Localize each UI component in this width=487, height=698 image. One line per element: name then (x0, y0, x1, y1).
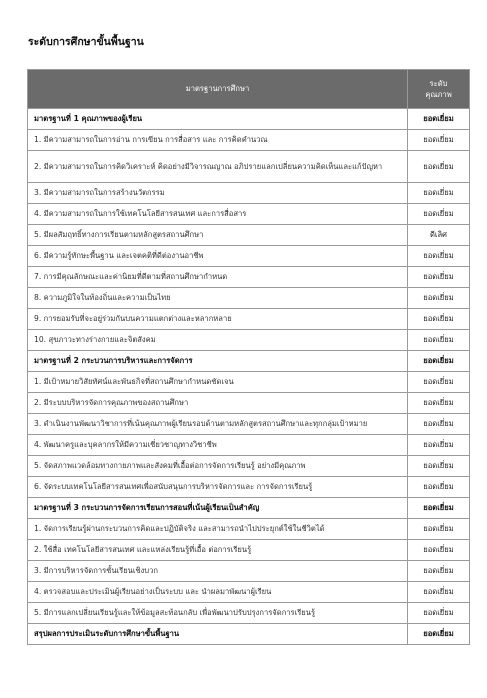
header-level (408, 70, 470, 109)
indicator-text: 9. การยอมรับที่จะอยู่ร่วมกันบนความแตกต่างและหลากหลาย (28, 309, 408, 330)
indicator-text: 5. มีการแลกเปลี่ยนเรียนรู้และให้ข้อมูลสะท้อนกลับ เพื่อพัฒนาปรับปรุงการจัดการเรียนรู้ (28, 603, 408, 624)
indicator-text: 1. มีเป้าหมายวิสัยทัศน์และพันธกิจที่สถานศึกษากำหนดชัดเจน (28, 372, 408, 393)
indicator-text: 6. มีความรู้ทักษะพื้นฐาน และเจตคติที่ดีต่องานอาชีพ (28, 246, 408, 267)
indicator-level: ยอดเยี่ยม (408, 288, 470, 309)
standard-group-row (28, 351, 470, 372)
table-row (28, 435, 470, 456)
summary-row (28, 624, 470, 645)
table-row (28, 309, 470, 330)
table-row (28, 288, 470, 309)
summary-text: สรุปผลการประเมินระดับการศึกษาขั้นพื้นฐาน (28, 624, 408, 645)
indicator-level: ยอดเยี่ยม (408, 456, 470, 477)
indicator-text: 1. จัดการเรียนรู้ผ่านกระบวนการคิดและปฏิบัติจริง และสามารถนำไปประยุกต์ใช้ในชีวิตได้ (28, 519, 408, 540)
indicator-level: ยอดเยี่ยม (408, 519, 470, 540)
indicator-text: 3. ดำเนินงานพัฒนาวิชาการที่เน้นคุณภาพผู้เรียนรอบด้านตามหลักสูตรสถานศึกษาและทุกกลุ่มเป้าหมาย (28, 414, 408, 435)
header-standard: มาตรฐานการศึกษา (28, 70, 408, 109)
indicator-text: 2. มีระบบบริหารจัดการคุณภาพของสถานศึกษา (28, 393, 408, 414)
summary-level: ยอดเยี่ยม (408, 624, 470, 645)
header-level-line1: ระดับ (429, 79, 448, 88)
table-row (28, 267, 470, 288)
table-row (28, 582, 470, 603)
table-row (28, 246, 470, 267)
indicator-level: ยอดเยี่ยม (408, 540, 470, 561)
indicator-level: ยอดเยี่ยม (408, 477, 470, 498)
indicator-level: ยอดเยี่ยม (408, 246, 470, 267)
section-heading: ระดับการศึกษาขั้นพื้นฐาน (28, 36, 144, 48)
indicator-level: ยอดเยี่ยม (408, 414, 470, 435)
indicator-text: 3. มีการบริหารจัดการชั้นเรียนเชิงบวก (28, 561, 408, 582)
indicator-text: 5. มีผลสัมฤทธิ์ทางการเรียนตามหลักสูตรสถานศึกษา (28, 225, 408, 246)
indicator-level: ยอดเยี่ยม (408, 204, 470, 225)
table-row (28, 477, 470, 498)
indicator-text: 1. มีความสามารถในการอ่าน การเขียน การสื่อสาร และ การคิดคำนวณ (28, 130, 408, 151)
table-row (28, 225, 470, 246)
indicator-text: 8. ความภูมิใจในท้องถิ่นและความเป็นไทย (28, 288, 408, 309)
table-body (28, 109, 470, 645)
table-row (28, 456, 470, 477)
indicator-level: ยอดเยี่ยม (408, 582, 470, 603)
standard-group-title: มาตรฐานที่ 1 คุณภาพของผู้เรียน (28, 109, 408, 130)
indicator-level: ยอดเยี่ยม (408, 183, 470, 204)
header-level-line2: คุณภาพ (425, 90, 452, 99)
table-header-row (28, 70, 470, 109)
table-row (28, 561, 470, 582)
standards-table (27, 69, 470, 645)
indicator-text: 4. พัฒนาครูและบุคลากรให้มีความเชี่ยวชาญทางวิชาชีพ (28, 435, 408, 456)
indicator-level: ยอดเยี่ยม (408, 330, 470, 351)
table-row (28, 519, 470, 540)
indicator-level: ยอดเยี่ยม (408, 435, 470, 456)
table-row (28, 414, 470, 435)
table-row (28, 183, 470, 204)
indicator-level: ยอดเยี่ยม (408, 393, 470, 414)
table-row (28, 393, 470, 414)
table-row (28, 372, 470, 393)
indicator-text: 2. มีความสามารถในการคิดวิเคราะห์ คิดอย่างมีวิจารณญาณ อภิปรายแลกเปลี่ยนความคิดเห็นและแก้ปัญหา (28, 151, 408, 183)
indicator-level: ดีเลิศ (408, 225, 470, 246)
indicator-level: ยอดเยี่ยม (408, 561, 470, 582)
table-row (28, 204, 470, 225)
standard-group-row (28, 498, 470, 519)
standard-group-level: ยอดเยี่ยม (408, 109, 470, 130)
indicator-level: ยอดเยี่ยม (408, 309, 470, 330)
indicator-text: 10. สุขภาวะทางร่างกายและจิตสังคม (28, 330, 408, 351)
table-row (28, 151, 470, 183)
indicator-text: 4. ตรวจสอบและประเมินผู้เรียนอย่างเป็นระบบ และ นำผลมาพัฒนาผู้เรียน (28, 582, 408, 603)
standard-group-level: ยอดเยี่ยม (408, 351, 470, 372)
standard-group-level: ยอดเยี่ยม (408, 498, 470, 519)
indicator-text: 2. ใช้สื่อ เทคโนโลยีสารสนเทศ และแหล่งเรียนรู้ที่เอื้อ ต่อการเรียนรู้ (28, 540, 408, 561)
standard-group-title: มาตรฐานที่ 3 กระบวนการจัดการเรียนการสอนที่เน้นผู้เรียนเป็นสำคัญ (28, 498, 408, 519)
standard-group-row (28, 109, 470, 130)
table-row (28, 330, 470, 351)
standard-group-title: มาตรฐานที่ 2 กระบวนการบริหารและการจัดการ (28, 351, 408, 372)
table-row (28, 130, 470, 151)
table-row (28, 603, 470, 624)
indicator-level: ยอดเยี่ยม (408, 603, 470, 624)
indicator-text: 3. มีความสามารถในการสร้างนวัตกรรม (28, 183, 408, 204)
indicator-level: ยอดเยี่ยม (408, 372, 470, 393)
indicator-text: 7. การมีคุณลักษณะและค่านิยมที่ดีตามที่สถานศึกษากำหนด (28, 267, 408, 288)
indicator-level: ยอดเยี่ยม (408, 151, 470, 183)
indicator-text: 6. จัดระบบเทคโนโลยีสารสนเทศเพื่อสนับสนุนการบริหารจัดการและ การจัดการเรียนรู้ (28, 477, 408, 498)
table-row (28, 540, 470, 561)
indicator-level: ยอดเยี่ยม (408, 130, 470, 151)
indicator-text: 4. มีความสามารถในการใช้เทคโนโลยีสารสนเทศ และการสื่อสาร (28, 204, 408, 225)
indicator-level: ยอดเยี่ยม (408, 267, 470, 288)
indicator-text: 5. จัดสภาพแวดล้อมทางกายภาพและสังคมที่เอื้อต่อการจัดการเรียนรู้ อย่างมีคุณภาพ (28, 456, 408, 477)
